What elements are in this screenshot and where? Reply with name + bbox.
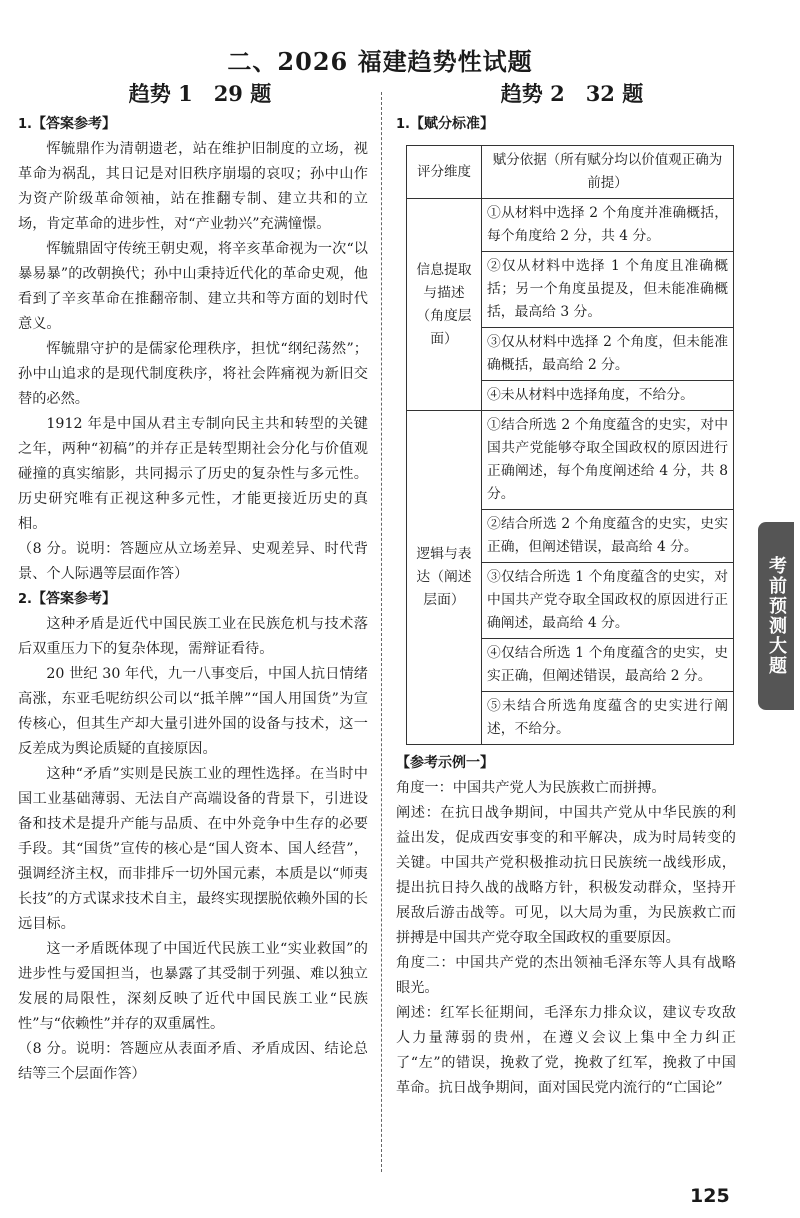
example-paragraph: 角度二：中国共产党的杰出领袖毛泽东等人具有战略眼光。 <box>396 955 736 996</box>
right-column-heading: 趋势 2 32 题 <box>500 81 644 106</box>
basis-cell: ①结合所选 2 个角度蕴含的史实，对中国共产党能够夺取全国政权的原因进行正确阐述，每个角度阐述给 4 分，共 8 分。 <box>482 411 734 510</box>
basis-cell: ⑤未结合所选角度蕴含的史实进行阐述，不给分。 <box>482 692 734 745</box>
basis-cell: ②结合所选 2 个角度蕴含的史实，史实正确，但阐述错误，最高给 4 分。 <box>482 510 734 563</box>
dimension-cell: 信息提取与描述（角度层面） <box>407 199 482 411</box>
answer-tag: 【答案参考】 <box>31 591 116 607</box>
example-paragraph: 阐述：红军长征期间，毛泽东力排众议，建议专攻敌人力量薄弱的贵州，在遵义会议上集中全力纠正了“左”的错误，挽救了党，挽救了红军，挽救了中国革命。抗日战争期间，面对国民党内流行的“亡国论” <box>396 1005 736 1096</box>
example-paragraph: 角度一：中国共产党人为民族救亡而拼搏。 <box>396 780 666 796</box>
question-2-header <box>18 587 368 612</box>
table-header-row <box>407 146 734 199</box>
scoring-table <box>406 145 734 745</box>
table-row <box>407 199 734 252</box>
question-number: 2. <box>18 592 32 607</box>
question-number: 1. <box>396 117 410 132</box>
answer-paragraph: 20 世纪 30 年代，九一八事变后，中国人抗日情绪高涨，东亚毛呢纺织公司以“抵羊牌”“国人用国货”为宣传核心，但其生产却大量引进外国的设备与技术，这一反差成为舆论质疑的直接原因。 <box>18 666 368 757</box>
right-column <box>396 112 736 1101</box>
basis-cell: ①从材料中选择 2 个角度并准确概括，每个角度给 2 分，共 4 分。 <box>482 199 734 252</box>
column-divider <box>381 92 382 1172</box>
basis-cell: ④未从材料中选择角度，不给分。 <box>482 381 734 411</box>
basis-cell: ②仅从材料中选择 1 个角度且准确概括；另一个角度虽提及，但未能准确概括，最高给 3 分。 <box>482 252 734 328</box>
page-number: 125 <box>690 1185 730 1207</box>
basis-cell: ④仅结合所选 1 个角度蕴含的史实，史实正确，但阐述错误，最高给 2 分。 <box>482 639 734 692</box>
section-side-tab: 考前预测大题 <box>758 522 794 710</box>
dimension-cell: 逻辑与表达（阐述层面） <box>407 411 482 745</box>
answer-paragraph: 这一矛盾既体现了中国近代民族工业“实业救国”的进步性与爱国担当，也暴露了其受制于列强、难以独立发展的局限性，深刻反映了近代中国民族工业“民族性”与“依赖性”并存的双重属性。 <box>18 941 368 1032</box>
example-paragraph: 阐述：在抗日战争期间，中国共产党从中华民族的利益出发，促成西安事变的和平解决，成为时局转变的关键。中国共产党积极推动抗日民族统一战线形成，提出抗日持久战的战略方针，积极发动群众，坚持开展敌后游击战等。可见，以大局为重，为民族救亡而拼搏是中国共产党夺取全国政权的重要原因。 <box>396 805 736 946</box>
page-title: 二、2026 福建趋势性试题 <box>227 47 533 76</box>
answer-paragraph: 1912 年是中国从君主专制向民主共和转型的关键之年，两种“初稿”的并存正是转型期社会分化与价值观碰撞的真实缩影，共同揭示了历史的复杂性与多元性。历史研究唯有正视这种多元性，才能更接近历史的真相。 <box>18 416 368 532</box>
question-number: 1. <box>18 117 32 132</box>
answer-paragraph: 恽毓鼎守护的是儒家伦理秩序，担忧“纲纪荡然”；孙中山追求的是现代制度秩序，将社会阵痛视为新旧交替的必然。 <box>18 341 368 407</box>
table-row <box>407 411 734 510</box>
table-header-dimension: 评分维度 <box>407 146 482 199</box>
scoring-note: （8 分。说明：答题应从立场差异、史观差异、时代背景、个人际遇等层面作答） <box>18 541 368 582</box>
answer-paragraph: 恽毓鼎作为清朝遗老，站在维护旧制度的立场，视革命为祸乱，其日记是对旧秩序崩塌的哀叹；孙中山作为资产阶级革命领袖，站在推翻专制、建立共和的立场，肯定革命的进步性，对“产业勃兴”充满憧憬。 <box>18 141 368 232</box>
example-tag: 【参考示例一】 <box>396 755 494 771</box>
answer-paragraph: 恽毓鼎固守传统王朝史观，将辛亥革命视为一次“以暴易暴”的改朝换代；孙中山秉持近代化的革命史观，他看到了辛亥革命在推翻帝制、建立共和等方面的划时代意义。 <box>18 241 368 332</box>
basis-cell: ③仅结合所选 1 个角度蕴含的史实，对中国共产党夺取全国政权的原因进行正确阐述，最高给 4 分。 <box>482 563 734 639</box>
question-1-header <box>396 112 736 137</box>
answer-paragraph: 这种矛盾是近代中国民族工业在民族危机与技术落后双重压力下的复杂体现，需辩证看待。 <box>18 616 368 657</box>
scoring-standard-tag: 【赋分标准】 <box>409 116 494 132</box>
table-header-basis: 赋分依据（所有赋分均以价值观正确为前提） <box>482 146 734 199</box>
question-1-header <box>18 112 368 137</box>
left-column-heading: 趋势 1 29 题 <box>128 81 272 106</box>
left-column <box>18 112 368 1087</box>
scoring-note: （8 分。说明：答题应从表面矛盾、矛盾成因、结论总结等三个层面作答） <box>18 1041 368 1082</box>
basis-cell: ③仅从材料中选择 2 个角度，但未能准确概括，最高给 2 分。 <box>482 328 734 381</box>
answer-paragraph: 这种“矛盾”实则是民族工业的理性选择。在当时中国工业基础薄弱、无法自产高端设备的背景下，引进设备和技术是提升产能与品质、在中外竞争中生存的必要手段。其“国货”宣传的核心是“国人资本、国人经营”，强调经济主权，而非排斥一切外国元素，本质是以“师夷长技”的方式谋求技术自主，最终实现摆脱依赖外国的长远目标。 <box>18 766 368 932</box>
answer-tag: 【答案参考】 <box>31 116 116 132</box>
